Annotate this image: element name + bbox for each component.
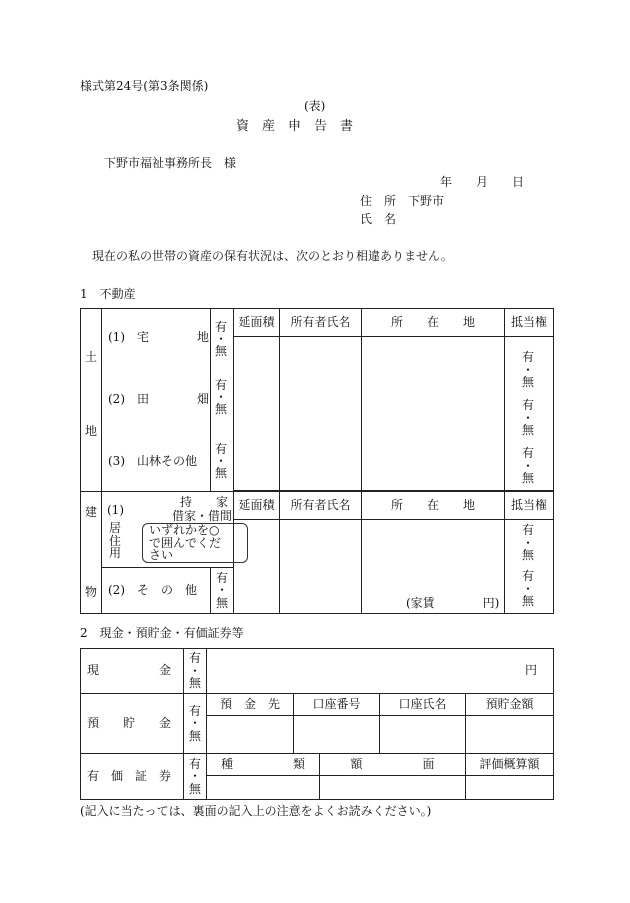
deposit-bank-input[interactable]	[207, 716, 294, 754]
land-mortgage-column	[505, 337, 554, 491]
land-residential-yes-no[interactable]: 有 ・ 無	[215, 320, 228, 358]
land-col-owner: 所有者氏名	[280, 309, 362, 337]
owned-house-option[interactable]: 持 家	[180, 495, 229, 509]
cash-yes-no[interactable]: 有 ・ 無	[184, 649, 207, 694]
building-char-2: 物	[84, 584, 97, 599]
land-group-label	[81, 309, 102, 492]
building-group-label	[81, 492, 102, 614]
building-mortgage-column	[505, 520, 554, 614]
address-label: 住 所	[360, 194, 397, 208]
building-item-number: (1)	[107, 503, 124, 517]
building-col-floor-area: 延面積	[234, 492, 280, 520]
building-other-label: (2) そ の 他	[102, 568, 211, 614]
section2-heading: 2 現金・預貯金・有価証券等	[80, 626, 244, 640]
deposit-col-account-name: 口座氏名	[380, 694, 466, 716]
securities-estimate-input[interactable]	[466, 776, 554, 800]
deposit-col-amount: 預貯金額	[466, 694, 554, 716]
deposit-col-bank: 預 金 先	[207, 694, 294, 716]
securities-yes-no[interactable]: 有 ・ 無	[184, 754, 207, 800]
deposit-amount-input[interactable]	[466, 716, 554, 754]
name-label: 氏 名	[360, 212, 397, 226]
building-owner-input[interactable]	[280, 520, 362, 614]
deposit-account-name-input[interactable]	[380, 716, 466, 754]
land-col-location: 所 在 地	[362, 309, 505, 337]
land-location-input[interactable]	[362, 337, 505, 491]
land-mortgage-1-yes-no[interactable]: 有 ・ 無	[522, 350, 535, 390]
land-yes-no-column	[211, 309, 234, 492]
rent-field: (家賃 円)	[406, 596, 500, 610]
cash-label: 現 金	[81, 649, 184, 694]
building-char-1: 建	[84, 505, 97, 519]
building-col-owner: 所有者氏名	[280, 492, 362, 520]
footnote: (記入に当たっては、裏面の記入上の注意をよくお読みください。)	[80, 804, 432, 818]
address-value: 下野市	[408, 194, 445, 208]
assets-table	[80, 648, 554, 800]
securities-col-face-value: 額 面	[320, 754, 466, 776]
yen-unit: 円	[525, 663, 538, 678]
building-mortgage-1-yes-no[interactable]: 有 ・ 無	[522, 523, 535, 563]
securities-col-type: 種 類	[207, 754, 320, 776]
statement-text: 現在の私の世帯の資産の保有状況は、次のとおり相違ありません。	[92, 249, 453, 263]
circle-one-note: いずれかを○ で囲んでくだ さい	[142, 523, 248, 563]
land-item-residential: (1) 宅 地	[108, 330, 210, 344]
form-number: 様式第24号(第3条関係)	[80, 79, 209, 93]
land-item-farmland: (2) 田 畑	[108, 392, 210, 406]
building-location-input[interactable]	[362, 520, 505, 614]
securities-type-input[interactable]	[207, 776, 320, 800]
building-mortgage-2-yes-no[interactable]: 有 ・ 無	[522, 569, 535, 609]
rented-house-option[interactable]: 借家・借間	[172, 509, 233, 523]
building-col-mortgage: 抵当権	[505, 492, 554, 520]
deposit-label: 預 貯 金	[81, 694, 184, 754]
land-item-forest-other: (3) 山林その他	[108, 454, 198, 468]
deposit-yes-no[interactable]: 有 ・ 無	[184, 694, 207, 754]
securities-face-value-input[interactable]	[320, 776, 466, 800]
cash-amount-input[interactable]	[207, 649, 554, 694]
land-item-labels	[102, 309, 211, 492]
deposit-account-number-input[interactable]	[294, 716, 380, 754]
addressee: 下野市福祉事務所長 様	[104, 156, 237, 170]
land-col-floor-area: 延面積	[234, 309, 280, 337]
land-char-1: 土	[84, 350, 97, 364]
land-mortgage-3-yes-no[interactable]: 有 ・ 無	[522, 446, 535, 486]
building-other-yes-no[interactable]: 有 ・ 無	[211, 568, 234, 614]
deposit-col-account-number: 口座番号	[294, 694, 380, 716]
land-mortgage-2-yes-no[interactable]: 有 ・ 無	[522, 398, 535, 438]
land-col-mortgage: 抵当権	[505, 309, 554, 337]
land-owner-input[interactable]	[280, 337, 362, 491]
building-residential-cell	[102, 492, 234, 568]
land-floor-area-input[interactable]	[234, 337, 280, 491]
land-forest-yes-no[interactable]: 有 ・ 無	[215, 442, 228, 480]
securities-label: 有 価 証 券	[81, 754, 184, 800]
real-estate-table	[80, 308, 554, 614]
date-field: 年 月 日	[440, 175, 525, 189]
building-col-location: 所 在 地	[362, 492, 505, 520]
land-farmland-yes-no[interactable]: 有 ・ 無	[215, 378, 228, 416]
securities-col-estimate: 評価概算額	[466, 754, 554, 776]
land-char-2: 地	[84, 423, 97, 438]
building-residential-label: 居 住 用	[109, 521, 122, 561]
page-title: 資 産 申 告 書	[236, 119, 354, 134]
form-side-label: (表)	[304, 99, 326, 113]
section1-heading: 1 不動産	[80, 287, 136, 301]
